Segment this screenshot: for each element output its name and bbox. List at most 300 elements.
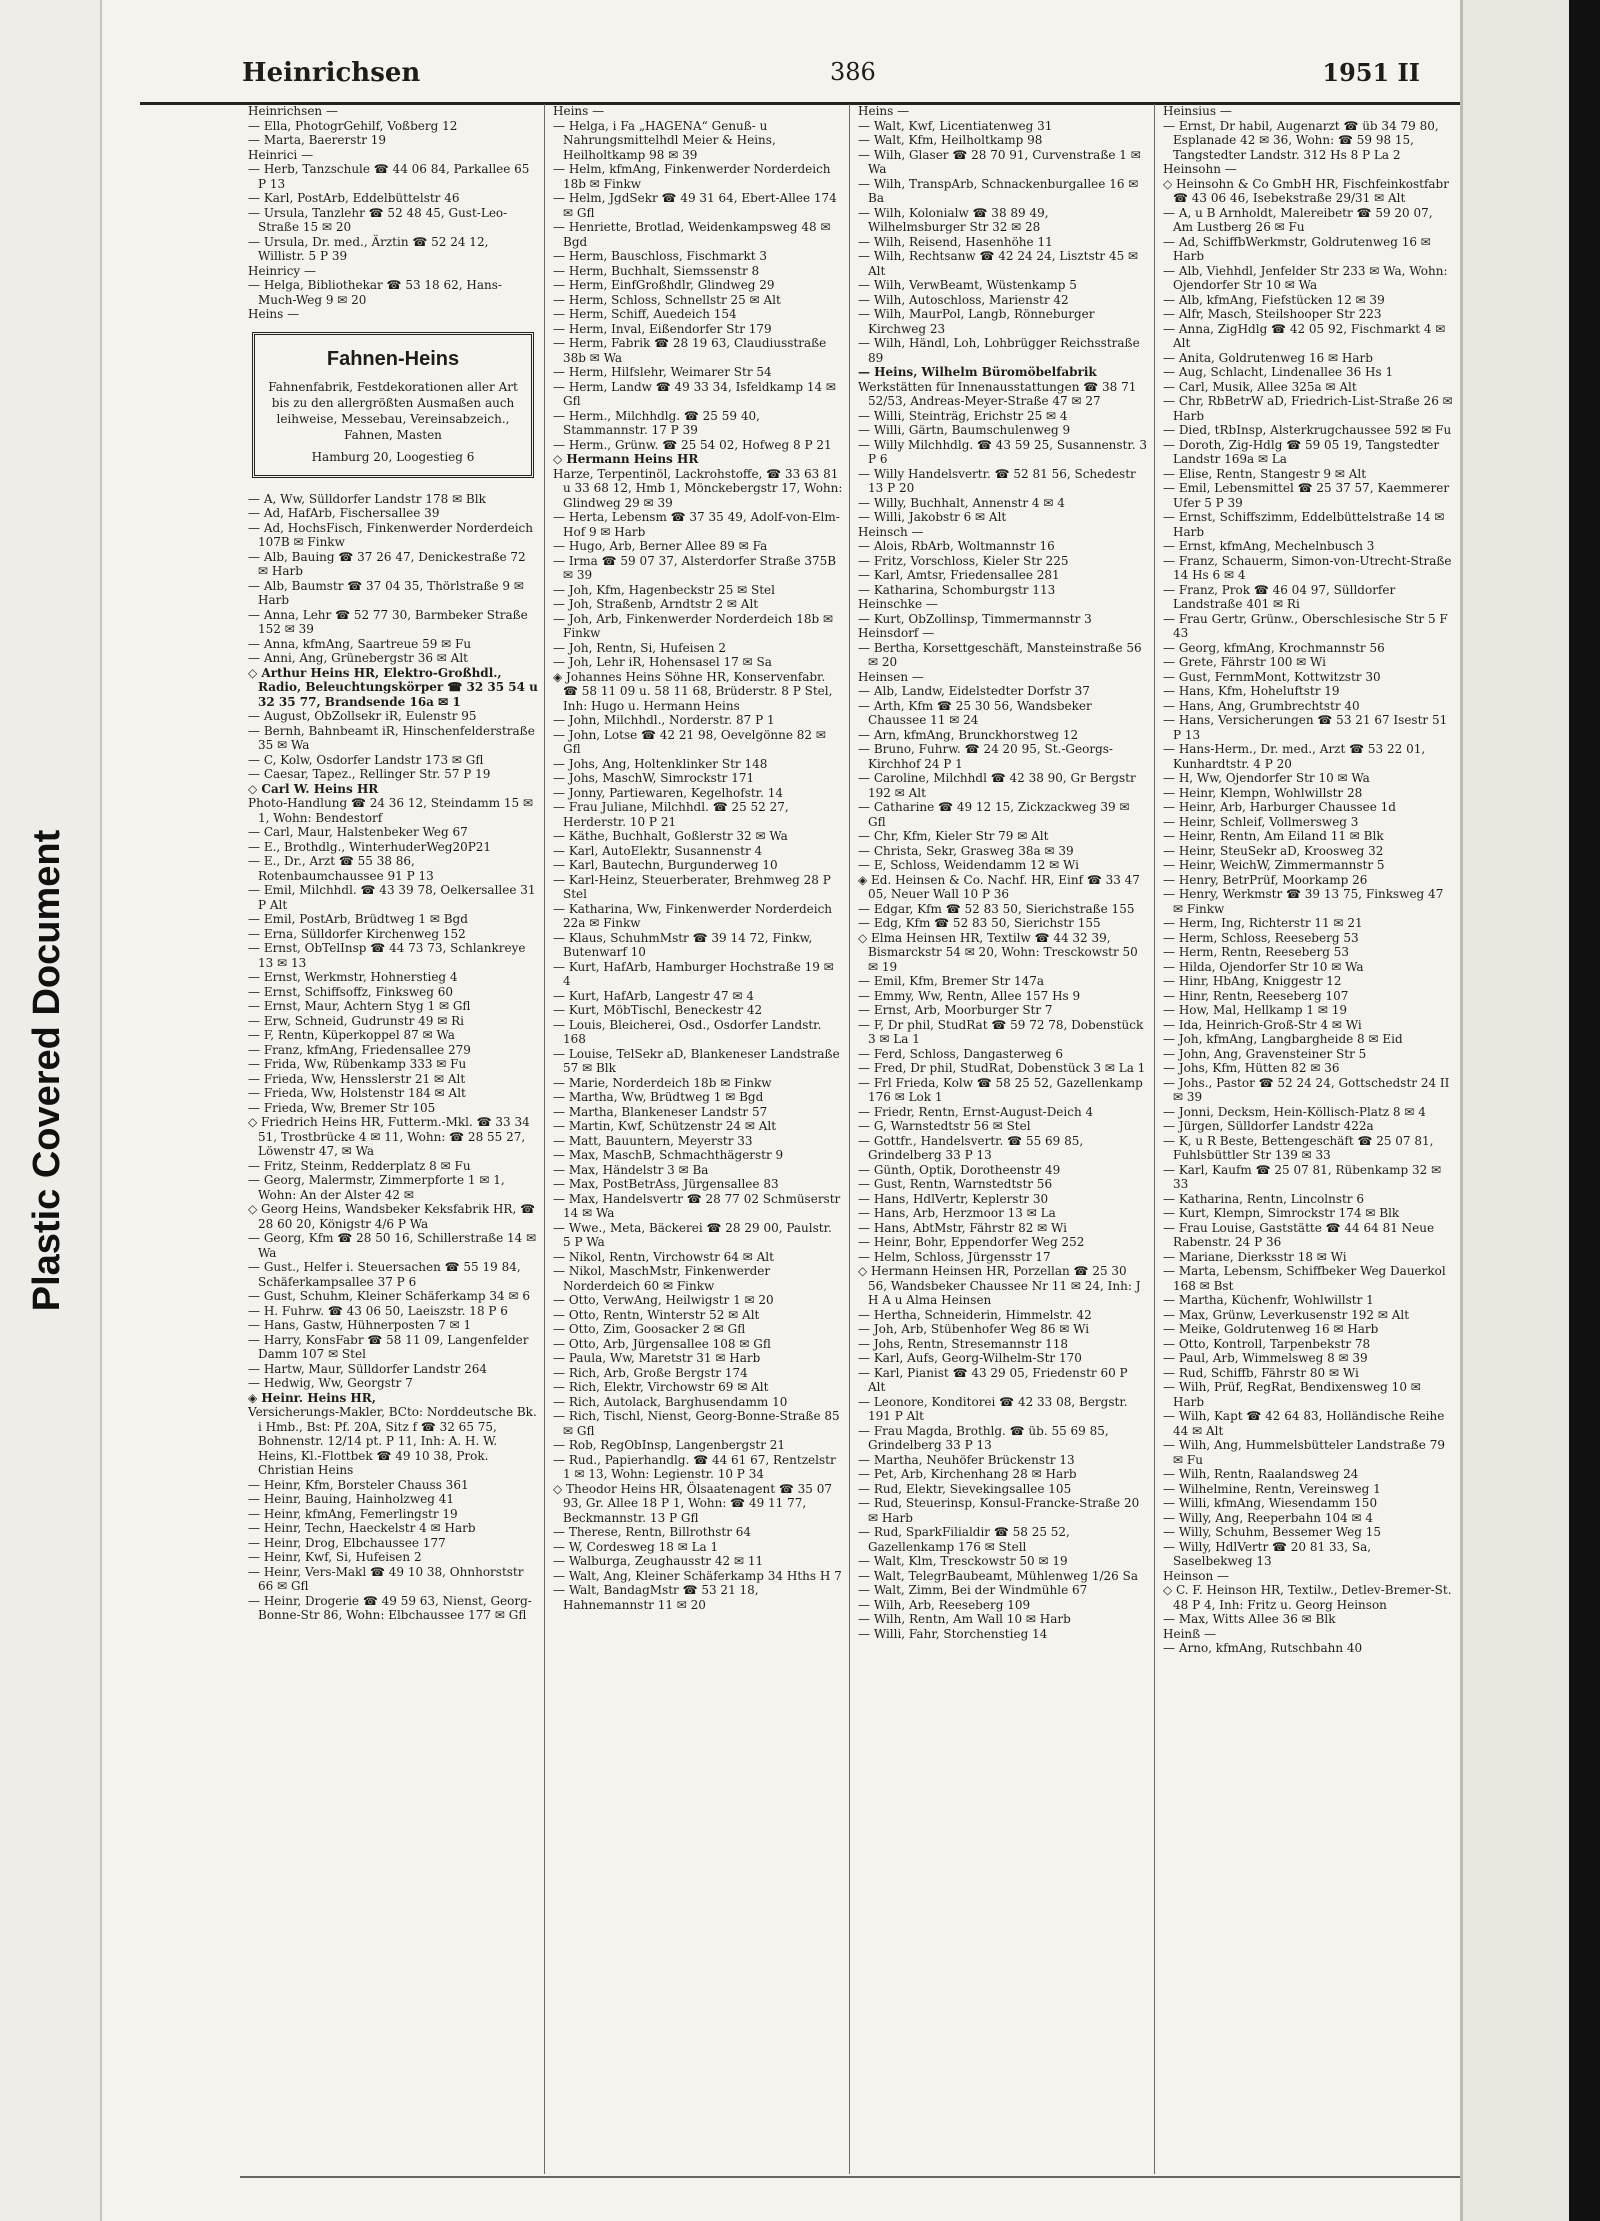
directory-entry: — Hans, AbtMstr, Fährstr 82 ✉ Wi <box>858 1220 1068 1235</box>
directory-entry: — August, ObZollsekr iR, Eulenstr 95 <box>248 709 477 723</box>
directory-entry: Heins — <box>553 104 605 118</box>
column-3 <box>850 104 1155 2174</box>
directory-entry: — Caroline, Milchhdl ☎ 42 38 90, Gr Bergstr 192 ✉ Alt <box>858 771 1136 800</box>
directory-entry: — Otto, Rentn, Winterstr 52 ✉ Alt <box>553 1307 760 1322</box>
directory-entry: — Herm, Rentn, Reeseberg 53 <box>1163 945 1349 959</box>
directory-entry: — Willi, Gärtn, Baumschulenweg 9 <box>858 423 1071 437</box>
directory-entry: — Heinr, Arb, Harburger Chaussee 1d <box>1163 800 1396 814</box>
directory-entry: — Henry, BetrPrüf, Moorkamp 26 <box>1163 872 1368 887</box>
directory-entry: — Friedr, Rentn, Ernst-August-Deich 4 <box>858 1104 1094 1119</box>
directory-entry: — Erna, Sülldorfer Kirchenweg 152 <box>248 926 466 941</box>
directory-entry: — E., Dr., Arzt ☎ 55 38 86, Rotenbaumchaussee 91 P 13 <box>248 854 434 883</box>
scanner-edge-shadow <box>1569 0 1600 2221</box>
directory-entry: — Herm, Schiff, Auedeich 154 <box>553 307 737 321</box>
directory-entry: — Kurt, ObZollinsp, Timmermannstr 3 <box>858 611 1092 626</box>
directory-entry: — Caesar, Tapez., Rellinger Str. 57 P 19 <box>248 767 491 781</box>
directory-columns <box>240 104 1460 2174</box>
directory-entry: — Wilh, MaurPol, Langb, Rönneburger Kirchweg 23 <box>858 307 1095 336</box>
directory-entry: — Elise, Rentn, Stangestr 9 ✉ Alt <box>1163 466 1367 481</box>
directory-entry: — Rob, RegObInsp, Langenbergstr 21 <box>553 1438 786 1452</box>
directory-entry: — Georg, Kfm ☎ 28 50 16, Schillerstraße 14 ✉ Wa <box>248 1231 537 1260</box>
directory-entry: — Willi, Fahr, Storchenstieg 14 <box>858 1626 1048 1641</box>
directory-entry: — Hilda, Ojendorfer Str 10 ✉ Wa <box>1163 959 1364 974</box>
directory-entry: — Wilh, TranspArb, Schnackenburgallee 16 ✉ Ba <box>858 176 1139 205</box>
directory-entry: Heinsch — <box>858 524 924 539</box>
directory-entry: — Heinr, Drog, Elbchaussee 177 <box>248 1535 446 1550</box>
plastic-covered-label <box>8 720 88 1420</box>
directory-entry: — Ernst, kfmAng, Mechelnbusch 3 <box>1163 539 1375 553</box>
directory-entry: — John, Milchhdl., Norderstr. 87 P 1 <box>553 713 775 727</box>
directory-entry: — Chr, RbBetrW aD, Friedrich-List-Straße 26 ✉ Harb <box>1163 394 1453 423</box>
directory-entry: — Heinr, SteuSekr aD, Kroosweg 32 <box>1163 843 1384 858</box>
directory-entry: — Therese, Rentn, Billrothstr 64 <box>553 1525 752 1539</box>
directory-entry: — Herm., Milchhdlg. ☎ 25 59 40, Stammannstr. 17 P 39 <box>553 408 760 437</box>
bottom-rule <box>240 2176 1460 2178</box>
directory-entry: — Heinr, Bauing, Hainholzweg 41 <box>248 1492 455 1506</box>
directory-entry: — Carl, Maur, Halstenbeker Weg 67 <box>248 825 468 839</box>
directory-entry: ◈ Johannes Heins Söhne HR, Konservenfabr. ☎ 58 11 09 u. 58 11 68, Brüderstr. 8 P Stel, Inh: Hugo u. Hermann Heins <box>553 669 833 713</box>
directory-entry: — Wilh, VerwBeamt, Wüstenkamp 5 <box>858 278 1077 292</box>
directory-entry: — Johs., Pastor ☎ 52 24 24, Gottschedstr 24 II ✉ 39 <box>1163 1075 1450 1104</box>
directory-entry: — Heinr, Kfm, Borsteler Chauss 361 <box>248 1477 469 1492</box>
directory-entry: — Max, Witts Allee 36 ✉ Blk <box>1163 1612 1336 1626</box>
directory-entry: — Carl, Musik, Allee 325a ✉ Alt <box>1163 379 1357 394</box>
directory-entry: — Herm, Schloss, Schnellstr 25 ✉ Alt <box>553 292 781 307</box>
directory-entry: — Martha, Neuhöfer Brückenstr 13 <box>858 1452 1075 1467</box>
directory-entry: — Hans, Gastw, Hühnerposten 7 ✉ 1 <box>248 1318 472 1332</box>
directory-entry: — Ernst, ObTelInsp ☎ 44 73 73, Schlankreye 13 ✉ 13 <box>248 941 526 970</box>
directory-entry: Heinsohn — <box>1163 162 1237 176</box>
directory-entry: — Doroth, Zig-Hdlg ☎ 59 05 19, Tangstedter Landstr 169a ✉ La <box>1163 437 1440 466</box>
directory-entry: Heinrichsen — <box>248 104 338 118</box>
directory-entry: — Anita, Goldrutenweg 16 ✉ Harb <box>1163 350 1373 365</box>
directory-entry: Heinrici — <box>248 147 314 162</box>
directory-entry: — Walt, BandagMstr ☎ 53 21 18, Hahnemannstr 11 ✉ 20 <box>553 1583 759 1612</box>
directory-entry: — Karl, Pianist ☎ 43 29 05, Friedenstr 60 P Alt <box>858 1365 1128 1394</box>
directory-entry: — Rud, Steuerinsp, Konsul-Francke-Straße 20 ✉ Harb <box>858 1496 1140 1525</box>
directory-entry: — Max, Handelsvertr ☎ 28 77 02 Schmüserstr 14 ✉ Wa <box>553 1191 841 1220</box>
directory-entry: — Hugo, Arb, Berner Allee 89 ✉ Fa <box>553 539 768 553</box>
directory-entry: — John, Lotse ☎ 42 21 98, Oevelgönne 82 ✉ Gfl <box>553 727 826 756</box>
directory-entry: — Walt, Kwf, Licentiatenweg 31 <box>858 118 1053 133</box>
column-1 <box>240 104 545 2174</box>
directory-entry: — Hinr, Rentn, Reeseberg 107 <box>1163 988 1349 1003</box>
directory-entry: ◈ Heinr. Heins HR, <box>248 1390 376 1405</box>
directory-entry: — Herb, Tanzschule ☎ 44 06 84, Parkallee 65 P 13 <box>248 162 530 191</box>
directory-entry: — Fritz, Steinm, Redderplatz 8 ✉ Fu <box>248 1158 471 1173</box>
directory-entry: — How, Mal, Hellkamp 1 ✉ 19 <box>1163 1003 1348 1017</box>
directory-entry: — Edg, Kfm ☎ 52 83 50, Sierichstr 155 <box>858 916 1101 930</box>
directory-entry: — Max, MaschB, Schmachthägerstr 9 <box>553 1148 784 1162</box>
directory-entry: — Ad, SchiffbWerkmstr, Goldrutenweg 16 ✉ Harb <box>1163 234 1431 263</box>
directory-entry: — Ida, Heinrich-Groß-Str 4 ✉ Wi <box>1163 1017 1362 1032</box>
directory-entry: — Hedwig, Ww, Georgstr 7 <box>248 1376 413 1390</box>
directory-entry: — Frida, Ww, Rübenkamp 333 ✉ Fu <box>248 1057 467 1071</box>
directory-entry: — Rich, Autolack, Barghusendamm 10 <box>553 1394 788 1409</box>
directory-entry: — Ella, PhotogrGehilf, Voßberg 12 <box>248 118 458 133</box>
directory-entry: — Arth, Kfm ☎ 25 30 56, Wandsbeker Chaussee 11 ✉ 24 <box>858 698 1092 727</box>
directory-entry: — Gust, FernmMont, Kottwitzstr 30 <box>1163 669 1381 684</box>
directory-entry: — Alb, Bauing ☎ 37 26 47, Denickestraße 72 ✉ Harb <box>248 549 526 578</box>
ad-title: Fahnen-Heins <box>326 347 460 370</box>
column-1-bottom-entries <box>248 492 538 1623</box>
directory-entry: — Rich, Arb, Große Bergstr 174 <box>553 1365 748 1380</box>
directory-entry: — Günth, Optik, Dorotheenstr 49 <box>858 1162 1061 1177</box>
directory-entry: — Wilh, Rentn, Am Wall 10 ✉ Harb <box>858 1612 1071 1626</box>
directory-entry: — Wilh, Arb, Reeseberg 109 <box>858 1597 1031 1612</box>
directory-entry: — Willi, Steinträg, Erichstr 25 ✉ 4 <box>858 408 1068 423</box>
directory-entry: — Wilh, Autoschloss, Marienstr 42 <box>858 292 1069 307</box>
directory-entry: — Leonore, Konditorei ☎ 42 33 08, Bergstr. 191 P Alt <box>858 1394 1128 1423</box>
directory-entry: — Nikol, MaschMstr, Finkenwerder Norderdeich 60 ✉ Finkw <box>553 1264 771 1293</box>
directory-entry: — Meike, Goldrutenweg 16 ✉ Harb <box>1163 1322 1379 1336</box>
directory-entry: — Joh, Lehr iR, Hohensasel 17 ✉ Sa <box>553 655 772 669</box>
directory-entry: — Marie, Norderdeich 18b ✉ Finkw <box>553 1075 772 1090</box>
directory-entry: — Wilh, Prüf, RegRat, Bendixensweg 10 ✉ Harb <box>1163 1380 1421 1409</box>
directory-entry: — Karl-Heinz, Steuerberater, Brehmweg 28 P Stel <box>553 872 831 901</box>
directory-entry: — Karl, Bautechn, Burgunderweg 10 <box>553 858 778 872</box>
directory-entry: ◇ C. F. Heinson HR, Textilw., Detlev-Bremer-St. 48 P 4, Inh: Fritz u. Georg Heinson <box>1163 1583 1452 1612</box>
directory-entry: — Emil, Lebensmittel ☎ 25 37 57, Kaemmerer Ufer 5 P 39 <box>1163 481 1450 510</box>
directory-entry: — G, Warnstedtstr 56 ✉ Stel <box>858 1119 1031 1133</box>
directory-entry: — Ferd, Schloss, Dangasterweg 6 <box>858 1046 1063 1061</box>
directory-entry: — Willy Milchhdlg. ☎ 43 59 25, Susannenstr. 3 P 6 <box>858 437 1148 466</box>
directory-entry: — Hans, Arb, Herzmoor 13 ✉ La <box>858 1206 1056 1220</box>
page-header <box>140 58 1460 105</box>
directory-entry: — Edgar, Kfm ☎ 52 83 50, Sierichstraße 155 <box>858 901 1135 916</box>
directory-entry: — Kurt, HafArb, Hamburger Hochstraße 19 ✉ 4 <box>553 959 834 988</box>
directory-entry: — Died, tRbInsp, Alsterkrugchaussee 592 ✉ Fu <box>1163 423 1452 437</box>
directory-entry: Photo-Handlung ☎ 24 36 12, Steindamm 15 ✉ 1, Wohn: Bendestorf <box>248 796 534 825</box>
directory-entry: — Wilh, Ang, Hummelsbütteler Landstraße 79 ✉ Fu <box>1163 1438 1445 1467</box>
directory-entry: — Joh, kfmAng, Langbargheide 8 ✉ Eid <box>1163 1032 1403 1046</box>
directory-entry: — Henry, Werkmstr ☎ 39 13 75, Finksweg 47 ✉ Finkw <box>1163 887 1444 916</box>
directory-entry: Heinschke — <box>858 597 938 611</box>
directory-entry: — Helga, Bibliothekar ☎ 53 18 62, Hans-Much-Weg 9 ✉ 20 <box>248 278 502 307</box>
directory-entry: — Wilh, Kapt ☎ 42 64 83, Holländische Reihe 44 ✉ Alt <box>1163 1409 1445 1438</box>
directory-entry: — Käthe, Buchhalt, Goßlerstr 32 ✉ Wa <box>553 829 788 843</box>
directory-entry: — Gust, Schuhm, Kleiner Schäferkamp 34 ✉ 6 <box>248 1289 530 1303</box>
directory-entry: ◇ Heinsohn & Co GmbH HR, Fischfeinkostfabr ☎ 43 06 46, Isebekstraße 29/31 ✉ Alt <box>1163 176 1449 205</box>
directory-entry: — Heinr, Vers-Makl ☎ 49 10 38, Ohnhorststr 66 ✉ Gfl <box>248 1564 524 1593</box>
directory-entry: — Willi, kfmAng, Wiesendamm 150 <box>1163 1496 1378 1510</box>
directory-entry: — Ernst, Dr habil, Augenarzt ☎ üb 34 79 80, Esplanade 42 ✉ 36, Wohn: ☎ 59 98 15, Tangstedter Landstr. 312 Hs 8 P La 2 <box>1163 118 1439 162</box>
directory-entry: ◇ Theodor Heins HR, Ölsaatenagent ☎ 35 07 93, Gr. Allee 18 P 1, Wohn: ☎ 49 11 77, Beckmannstr. 13 P Gfl <box>553 1481 833 1525</box>
directory-entry: — Johs, Rentn, Stresemannstr 118 <box>858 1336 1068 1351</box>
directory-entry: — Anna, kfmAng, Saartreue 59 ✉ Fu <box>248 636 472 651</box>
directory-entry: — Rich, Tischl, Nienst, Georg-Bonne-Straße 85 ✉ Gfl <box>553 1409 840 1438</box>
directory-entry: — Heinr, Techn, Haeckelstr 4 ✉ Harb <box>248 1521 476 1535</box>
directory-entry: — Johs, Kfm, Hütten 82 ✉ 36 <box>1163 1061 1340 1075</box>
directory-entry: — Franz, kfmAng, Friedensallee 279 <box>248 1042 471 1057</box>
directory-entry: — Chr, Kfm, Kieler Str 79 ✉ Alt <box>858 829 1049 843</box>
directory-entry: — Frau Magda, Brothlg. ☎ üb. 55 69 85, Grindelberg 33 P 13 <box>858 1423 1109 1452</box>
directory-entry: — Kurt, MöbTischl, Beneckestr 42 <box>553 1003 763 1017</box>
directory-entry: — Karl, Kaufm ☎ 25 07 81, Rübenkamp 32 ✉ 33 <box>1163 1162 1442 1191</box>
directory-entry: Heinson — <box>1163 1568 1230 1583</box>
directory-entry: — Hans, Ang, Grumbrechtstr 40 <box>1163 698 1360 713</box>
directory-entry: — K, u R Beste, Bettengeschäft ☎ 25 07 81, Fuhlsbüttler Str 139 ✉ 33 <box>1163 1133 1434 1162</box>
directory-entry: — Ernst, Werkmstr, Hohnerstieg 4 <box>248 970 458 984</box>
directory-entry: Harze, Terpentinöl, Lackrohstoffe, ☎ 33 63 81 u 33 68 12, Hmb 1, Mönckebergstr 17, Wohn: Glindweg 29 ✉ 39 <box>553 466 843 510</box>
directory-entry: — Herm, Schloss, Reeseberg 53 <box>1163 930 1359 945</box>
directory-entry: — Joh, Straßenb, Arndtstr 2 ✉ Alt <box>553 597 759 611</box>
directory-entry: — Wilh, Rechtsanw ☎ 42 24 24, Lisztstr 45 ✉ Alt <box>858 249 1139 278</box>
directory-entry: Werkstätten für Innenausstattungen ☎ 38 71 52/53, Andreas-Meyer-Straße 47 ✉ 27 <box>858 379 1137 408</box>
directory-entry: ◇ Arthur Heins HR, Elektro-Großhdl., Radio, Beleuchtungskörper ☎ 32 35 54 u 32 35 77, Brandsende 16a ✉ 1 <box>248 665 538 709</box>
directory-entry: — Aug, Schlacht, Lindenallee 36 Hs 1 <box>1163 365 1394 379</box>
directory-entry: — Frau Juliane, Milchhdl. ☎ 25 52 27, Herderstr. 10 P 21 <box>553 800 789 829</box>
directory-entry: — Heinr, Kwf, Si, Hufeisen 2 <box>248 1550 422 1564</box>
directory-entry: — Helga, i Fa „HAGENA“ Genuß- u Nahrungsmittelhdl Meier & Heins, Heilholtkamp 98 ✉ 39 <box>553 118 776 162</box>
directory-entry: — Herm, Inval, Eißendorfer Str 179 <box>553 321 772 336</box>
directory-entry: — Max, PostBetrAss, Jürgensallee 83 <box>553 1177 779 1191</box>
directory-entry: Heins — <box>248 307 300 321</box>
directory-entry: Heinricy — <box>248 263 317 278</box>
directory-entry: — Bernh, Bahnbeamt iR, Hinschenfelderstraße 35 ✉ Wa <box>248 723 535 752</box>
directory-entry: ◇ Hermann Heinsen HR, Porzellan ☎ 25 30 56, Wandsbeker Chaussee Nr 11 ✉ 24, Inh: J H A u Alma Heinsen <box>858 1264 1141 1307</box>
directory-entry: ◇ Georg Heins, Wandsbeker Keksfabrik HR, ☎ 28 60 20, Königstr 4/6 P Wa <box>248 1202 536 1231</box>
directory-entry: Heinß — <box>1163 1626 1216 1641</box>
directory-entry: ◇ Elma Heinsen HR, Textilw ☎ 44 32 39, Bismarckstr 54 ✉ 20, Wohn: Tresckowstr 50 ✉ 19 <box>858 930 1138 974</box>
directory-entry: — Franz, Schauerm, Simon-von-Utrecht-Straße 14 Hs 6 ✉ 4 <box>1163 553 1452 582</box>
directory-entry: — Heinr, WeichW, Zimmermannstr 5 <box>1163 858 1385 872</box>
directory-entry: — Helm, JgdSekr ☎ 49 31 64, Ebert-Allee 174 ✉ Gfl <box>553 191 837 220</box>
fahnen-heins-advertisement <box>252 332 534 478</box>
directory-entry: — Emil, Kfm, Bremer Str 147a <box>858 974 1045 988</box>
directory-entry: — Herm, Fabrik ☎ 28 19 63, Claudiusstraße 38b ✉ Wa <box>553 336 827 365</box>
directory-entry: — Erw, Schneid, Gudrunstr 49 ✉ Ri <box>248 1013 464 1028</box>
directory-entry: — Herm, Hilfslehr, Weimarer Str 54 <box>553 365 772 379</box>
directory-entry: — Otto, Zim, Goosacker 2 ✉ Gfl <box>553 1322 746 1336</box>
directory-entry: — Joh, Rentn, Si, Hufeisen 2 <box>553 640 726 655</box>
directory-entry: — Gust., Helfer i. Steuersachen ☎ 55 19 84, Schäferkampsallee 37 P 6 <box>248 1260 521 1289</box>
directory-entry: — Willy, Schuhm, Bessemer Weg 15 <box>1163 1525 1381 1539</box>
directory-entry: — Herm, Buchhalt, Siemssenstr 8 <box>553 263 760 278</box>
directory-entry: — Karl, Amtsr, Friedensallee 281 <box>858 568 1060 582</box>
directory-entry: — Frau Louise, Gaststätte ☎ 44 64 81 Neue Rabenstr. 24 P 36 <box>1163 1220 1435 1249</box>
directory-entry: — Max, Händelstr 3 ✉ Ba <box>553 1162 709 1177</box>
directory-entry: — John, Ang, Gravensteiner Str 5 <box>1163 1046 1367 1061</box>
directory-entry: — Hans, Kfm, Hoheluftstr 19 <box>1163 684 1340 698</box>
directory-entry: — Heins, Wilhelm Büromöbelfabrik <box>858 365 1097 379</box>
directory-entry: — Walt, Klm, Tresckowstr 50 ✉ 19 <box>858 1554 1068 1568</box>
directory-entry: — Irma ☎ 59 07 37, Alsterdorfer Straße 375B ✉ 39 <box>553 553 837 582</box>
directory-entry: — Herm, Landw ☎ 49 33 34, Isfeldkamp 14 ✉ Gfl <box>553 379 836 408</box>
directory-entry: — Kurt, HafArb, Langestr 47 ✉ 4 <box>553 988 754 1003</box>
directory-entry: — Rich, Elektr, Virchowstr 69 ✉ Alt <box>553 1380 769 1394</box>
directory-entry: — Herta, Lebensm ☎ 37 35 49, Adolf-von-Elm-Hof 9 ✉ Harb <box>553 510 840 539</box>
directory-entry: — H. Fuhrw. ☎ 43 06 50, Laeiszstr. 18 P 6 <box>248 1303 508 1318</box>
column-2 <box>545 104 850 2174</box>
directory-entry: — Louis, Bleicherei, Osd., Osdorfer Landstr. 168 <box>553 1017 822 1046</box>
directory-entry: Heins — <box>858 104 910 118</box>
directory-entry: — Willy, HdlVertr ☎ 20 81 33, Sa, Saselbekweg 13 <box>1163 1539 1372 1568</box>
directory-entry: — A, u B Arnholdt, Malereibetr ☎ 59 20 07, Am Lustberg 26 ✉ Fu <box>1163 205 1433 234</box>
directory-entry: — Frieda, Ww, Holstenstr 184 ✉ Alt <box>248 1086 466 1100</box>
directory-entry: — Heinr, Schleif, Vollmersweg 3 <box>1163 814 1359 829</box>
directory-entry: — Alb, Landw, Eidelstedter Dorfstr 37 <box>858 684 1090 698</box>
directory-entry: — Jonny, Partiewaren, Kegelhofstr. 14 <box>553 785 783 800</box>
directory-entry: — Otto, VerwAng, Heilwigstr 1 ✉ 20 <box>553 1293 774 1307</box>
directory-entry: — Rud, Elektr, Sievekingsallee 105 <box>858 1481 1072 1496</box>
directory-entry: — E., Brothdlg., WinterhuderWeg20P21 <box>248 839 492 854</box>
directory-entry: — Ernst, Schiffsoffz, Finksweg 60 <box>248 984 454 999</box>
directory-entry: — Ad, HafArb, Fischersallee 39 <box>248 506 440 520</box>
directory-entry: — Klaus, SchuhmMstr ☎ 39 14 72, Finkw, Butenwarf 10 <box>553 930 813 959</box>
directory-entry: — Katharina, Schomburgstr 113 <box>858 582 1056 597</box>
directory-entry: — Frl Frieda, Kolw ☎ 58 25 52, Gazellenkamp 176 ✉ Lok 1 <box>858 1075 1143 1104</box>
directory-entry: — Wwe., Meta, Bäckerei ☎ 28 29 00, Paulstr. 5 P Wa <box>553 1220 832 1249</box>
directory-entry: — Heinr, kfmAng, Femerlingstr 19 <box>248 1506 458 1521</box>
directory-entry: — Walt, TelegrBaubeamt, Mühlenweg 1/26 Sa <box>858 1568 1138 1583</box>
directory-entry: — Nikol, Rentn, Virchowstr 64 ✉ Alt <box>553 1249 774 1264</box>
directory-entry: — Marta, Lebensm, Schiffbeker Weg Dauerkol 168 ✉ Bst <box>1163 1264 1446 1293</box>
directory-entry: — Herm., Grünw. ☎ 25 54 02, Hofweg 8 P 21 <box>553 437 832 452</box>
directory-entry: — Katharina, Rentn, Lincolnstr 6 <box>1163 1191 1364 1206</box>
directory-entry: — Marta, Baererstr 19 <box>248 133 387 147</box>
directory-entry: — Hans, Versicherungen ☎ 53 21 67 Isestr 51 P 13 <box>1163 713 1448 742</box>
directory-entry: — Christa, Sekr, Grasweg 38a ✉ 39 <box>858 843 1074 858</box>
directory-entry: — Mariane, Dierksstr 18 ✉ Wi <box>1163 1249 1347 1264</box>
directory-entry: — Frieda, Ww, Hensslerstr 21 ✉ Alt <box>248 1071 466 1086</box>
directory-entry: — Max, Grünw, Leverkusenstr 192 ✉ Alt <box>1163 1307 1410 1322</box>
directory-entry: — Karl, PostArb, Eddelbüttelstr 46 <box>248 191 460 205</box>
directory-entry: — Joh, Arb, Finkenwerder Norderdeich 18b ✉ Finkw <box>553 611 834 640</box>
directory-entry: — Harry, KonsFabr ☎ 58 11 09, Langenfelder Damm 107 ✉ Stel <box>248 1332 529 1361</box>
directory-entry: — Herm, EinfGroßhdlr, Glindweg 29 <box>553 278 775 292</box>
directory-entry: — Alb, Baumstr ☎ 37 04 35, Thörlstraße 9 ✉ Harb <box>248 578 524 607</box>
directory-entry: — C, Kolw, Osdorfer Landstr 173 ✉ Gfl <box>248 752 484 767</box>
directory-entry: — E, Schloss, Weidendamm 12 ✉ Wi <box>858 858 1080 872</box>
directory-entry: — Martin, Kwf, Schützenstr 24 ✉ Alt <box>553 1119 777 1133</box>
directory-entry: — Bertha, Korsettgeschäft, Mansteinstraße 56 ✉ 20 <box>858 640 1142 669</box>
directory-entry: — Anni, Ang, Grünebergstr 36 ✉ Alt <box>248 651 469 665</box>
directory-entry: — Grete, Fährstr 100 ✉ Wi <box>1163 655 1327 669</box>
directory-entry: — Heinr, Klempn, Wohlwillstr 28 <box>1163 785 1363 800</box>
directory-entry: — Ernst, Schiffszimm, Eddelbüttelstraße 14 ✉ Harb <box>1163 510 1445 539</box>
directory-entry: — W, Cordesweg 18 ✉ La 1 <box>553 1539 719 1554</box>
directory-entry: — Rud, SparkFilialdir ☎ 58 25 52, Gazellenkamp 176 ✉ Stell <box>858 1525 1070 1554</box>
ad-body: Fahnenfabrik, Festdekorationen aller Art bis zu den allergrößten Ausmaßen auch leihweise, Messebau, Vereinsabzeich., Fahnen, Masten <box>268 379 518 442</box>
directory-entry: Heinsen — <box>858 669 924 684</box>
directory-entry: — F, Rentn, Küperkoppel 87 ✉ Wa <box>248 1028 455 1042</box>
directory-entry: — Karl, AutoElektr, Susannenstr 4 <box>553 843 763 858</box>
directory-entry: — Catharine ☎ 49 12 15, Zickzackweg 39 ✉ Gfl <box>858 800 1130 829</box>
directory-entry: — Joh, Kfm, Hagenbeckstr 25 ✉ Stel <box>553 582 775 597</box>
directory-entry: — Gust, Rentn, Warnstedtstr 56 <box>858 1177 1053 1191</box>
directory-entry: — Walt, Zimm, Bei der Windmühle 67 <box>858 1583 1088 1597</box>
directory-entry: — Walt, Kfm, Heilholtkamp 98 <box>858 133 1043 147</box>
directory-entry: — Heinr, Drogerie ☎ 49 59 63, Nienst, Georg-Bonne-Str 86, Wohn: Elbchaussee 177 ✉ Gfl <box>248 1593 532 1622</box>
directory-entry: — Willy, Ang, Reeperbahn 104 ✉ 4 <box>1163 1510 1374 1525</box>
directory-entry: — Wilh, Händl, Loh, Lohbrügger Reichsstraße 89 <box>858 336 1140 365</box>
directory-entry: ◈ Ed. Heinsen & Co. Nachf. HR, Einf ☎ 33 47 05, Neuer Wall 10 P 36 <box>858 872 1140 901</box>
directory-entry: — Karl, Aufs, Georg-Wilhelm-Str 170 <box>858 1351 1082 1365</box>
directory-entry: — Hans, HdlVertr, Keplerstr 30 <box>858 1191 1049 1206</box>
directory-entry: ◇ Carl W. Heins HR <box>248 781 379 796</box>
directory-entry: — Willy Handelsvertr. ☎ 52 81 56, Schedestr 13 P 20 <box>858 466 1136 495</box>
directory-entry: — Helm, kfmAng, Finkenwerder Norderdeich 18b ✉ Finkw <box>553 162 831 191</box>
directory-entry: — Wilhelmine, Rentn, Vereinsweg 1 <box>1163 1481 1381 1496</box>
directory-entry: — Anna, Lehr ☎ 52 77 30, Barmbeker Straße 152 ✉ 39 <box>248 607 528 636</box>
directory-entry: — Hinr, HbAng, Kniggestr 12 <box>1163 974 1342 988</box>
directory-entry: — Herm, Ing, Richterstr 11 ✉ 21 <box>1163 916 1363 930</box>
directory-entry: — Ernst, Arb, Moorburger Str 7 <box>858 1003 1053 1017</box>
directory-entry: — H, Ww, Ojendorfer Str 10 ✉ Wa <box>1163 771 1370 785</box>
directory-entry: — Fred, Dr phil, StudRat, Dobenstück 3 ✉ La 1 <box>858 1061 1146 1075</box>
directory-entry: — Ursula, Dr. med., Ärztin ☎ 52 24 12, Willistr. 5 P 39 <box>248 234 489 263</box>
directory-entry: Heinsius — <box>1163 104 1232 118</box>
directory-entry: — Rud., Papierhandlg. ☎ 44 61 67, Rentzelstr 1 ✉ 13, Wohn: Legienstr. 10 P 34 <box>553 1452 836 1481</box>
directory-entry: — Henriette, Brotlad, Weidenkampsweg 48 ✉ Bgd <box>553 220 831 249</box>
directory-entry: — Wilh, Kolonialw ☎ 38 89 49, Wilhelmsburger Str 32 ✉ 28 <box>858 205 1049 234</box>
directory-entry: — Martha, Blankeneser Landstr 57 <box>553 1104 768 1119</box>
directory-entry: — Louise, TelSekr aD, Blankeneser Landstraße 57 ✉ Blk <box>553 1046 840 1075</box>
directory-entry: — Wilh, Glaser ☎ 28 70 91, Curvenstraße 1 ✉ Wa <box>858 147 1141 176</box>
directory-entry: — Katharina, Ww, Finkenwerder Norderdeich 22a ✉ Finkw <box>553 901 833 930</box>
directory-entry: — Alb, kfmAng, Fiefstücken 12 ✉ 39 <box>1163 292 1385 307</box>
directory-entry: — A, Ww, Sülldorfer Landstr 178 ✉ Blk <box>248 491 486 506</box>
adjacent-page-edge <box>1460 0 1600 2221</box>
directory-entry: — Alfr, Masch, Steilshooper Str 223 <box>1163 307 1382 321</box>
directory-entry: — Anna, ZigHdlg ☎ 42 05 92, Fischmarkt 4 ✉ Alt <box>1163 321 1446 350</box>
directory-entry: — Jürgen, Sülldorfer Landstr 422a <box>1163 1119 1374 1133</box>
directory-entry: — Paul, Arb, Wimmelsweg 8 ✉ 39 <box>1163 1351 1368 1365</box>
directory-entry: — Wilh, Rentn, Raalandsweg 24 <box>1163 1467 1359 1481</box>
directory-entry: — Frau Gertr, Grünw., Oberschlesische Str 5 F 43 <box>1163 611 1448 640</box>
directory-entry: — Walt, Ang, Kleiner Schäferkamp 34 Hths H 7 <box>553 1568 842 1583</box>
directory-entry: — Alb, Viehhdl, Jenfelder Str 233 ✉ Wa, Wohn: Ojendorfer Str 10 ✉ Wa <box>1163 263 1448 292</box>
ad-address: Hamburg 20, Loogestieg 6 <box>311 449 475 464</box>
directory-entry: Versicherungs-Makler, BCto: Norddeutsche Bk. i Hmb., Bst: Pf. 20A, Sitz f ☎ 32 65 75, Bohnenstr. 12/14 pt. P 11, Inh: A. H. W. Heins, Kl.-Flottbek ☎ 49 10 38, Prok. Christian Heins <box>248 1405 537 1477</box>
header-running-title: Heinrichsen <box>242 58 421 88</box>
directory-entry: — Jonni, Decksm, Hein-Köllisch-Platz 8 ✉ 4 <box>1163 1104 1426 1119</box>
directory-entry: — Frieda, Ww, Bremer Str 105 <box>248 1100 436 1115</box>
directory-entry: — Franz, Prok ☎ 46 04 97, Sülldorfer Landstraße 401 ✉ Ri <box>1163 582 1396 611</box>
directory-entry: — Alois, RbArb, Woltmannstr 16 <box>858 539 1055 553</box>
column-4 <box>1155 104 1460 2174</box>
directory-entry: — F, Dr phil, StudRat ☎ 59 72 78, Dobenstück 3 ✉ La 1 <box>858 1017 1144 1046</box>
directory-entry: ◇ Friedrich Heins HR, Futterm.-Mkl. ☎ 33 34 51, Trostbrücke 4 ✉ 11, Wohn: ☎ 28 55 27, Löwenstr 47, ✉ Wa <box>248 1115 530 1158</box>
directory-entry: — Willy, Buchhalt, Annenstr 4 ✉ 4 <box>858 495 1065 510</box>
directory-entry: — Martha, Küchenfr, Wohlwillstr 1 <box>1163 1293 1374 1307</box>
column-1-top-entries <box>248 104 538 322</box>
directory-entry: — Heinr, Rentn, Am Eiland 11 ✉ Blk <box>1163 829 1384 843</box>
directory-entry: — Emil, PostArb, Brüdtweg 1 ✉ Bgd <box>248 912 468 926</box>
header-page-number: 386 <box>830 58 876 86</box>
directory-entry: — Johs, MaschW, Simrockstr 171 <box>553 771 755 785</box>
directory-entry: — Hartw, Maur, Sülldorfer Landstr 264 <box>248 1361 488 1376</box>
directory-entry: — Walburga, Zeughausstr 42 ✉ 11 <box>553 1554 764 1568</box>
directory-entry: — Hertha, Schneiderin, Himmelstr. 42 <box>858 1307 1092 1322</box>
directory-entry: — Arno, kfmAng, Rutschbahn 40 <box>1163 1641 1363 1655</box>
directory-entry: — Ernst, Maur, Achtern Styg 1 ✉ Gfl <box>248 999 471 1013</box>
directory-entry: — Emmy, Ww, Rentn, Allee 157 Hs 9 <box>858 988 1081 1003</box>
directory-entry: — Heinr, Bohr, Eppendorfer Weg 252 <box>858 1235 1085 1249</box>
directory-entry: — Otto, Arb, Jürgensallee 108 ✉ Gfl <box>553 1336 771 1351</box>
directory-entry: — Martha, Ww, Brüdtweg 1 ✉ Bgd <box>553 1090 764 1104</box>
directory-entry: — Johs, Ang, Holtenklinker Str 148 <box>553 756 768 771</box>
directory-entry: — Pet, Arb, Kirchenhang 28 ✉ Harb <box>858 1467 1077 1481</box>
directory-entry: — Georg, kfmAng, Krochmannstr 56 <box>1163 640 1385 655</box>
directory-entry: — Emil, Milchhdl. ☎ 43 39 78, Oelkersallee 31 P Alt <box>248 883 536 912</box>
directory-entry: Heinsdorf — <box>858 626 935 640</box>
directory-entry: — Wilh, Reisend, Hasenhöhe 11 <box>858 234 1053 249</box>
directory-entry: — Bruno, Fuhrw. ☎ 24 20 95, St.-Georgs-Kirchhof 24 P 1 <box>858 742 1113 771</box>
directory-entry: — Helm, Schloss, Jürgensstr 17 <box>858 1249 1051 1264</box>
directory-entry: — Kurt, Klempn, Simrockstr 174 ✉ Blk <box>1163 1206 1400 1220</box>
